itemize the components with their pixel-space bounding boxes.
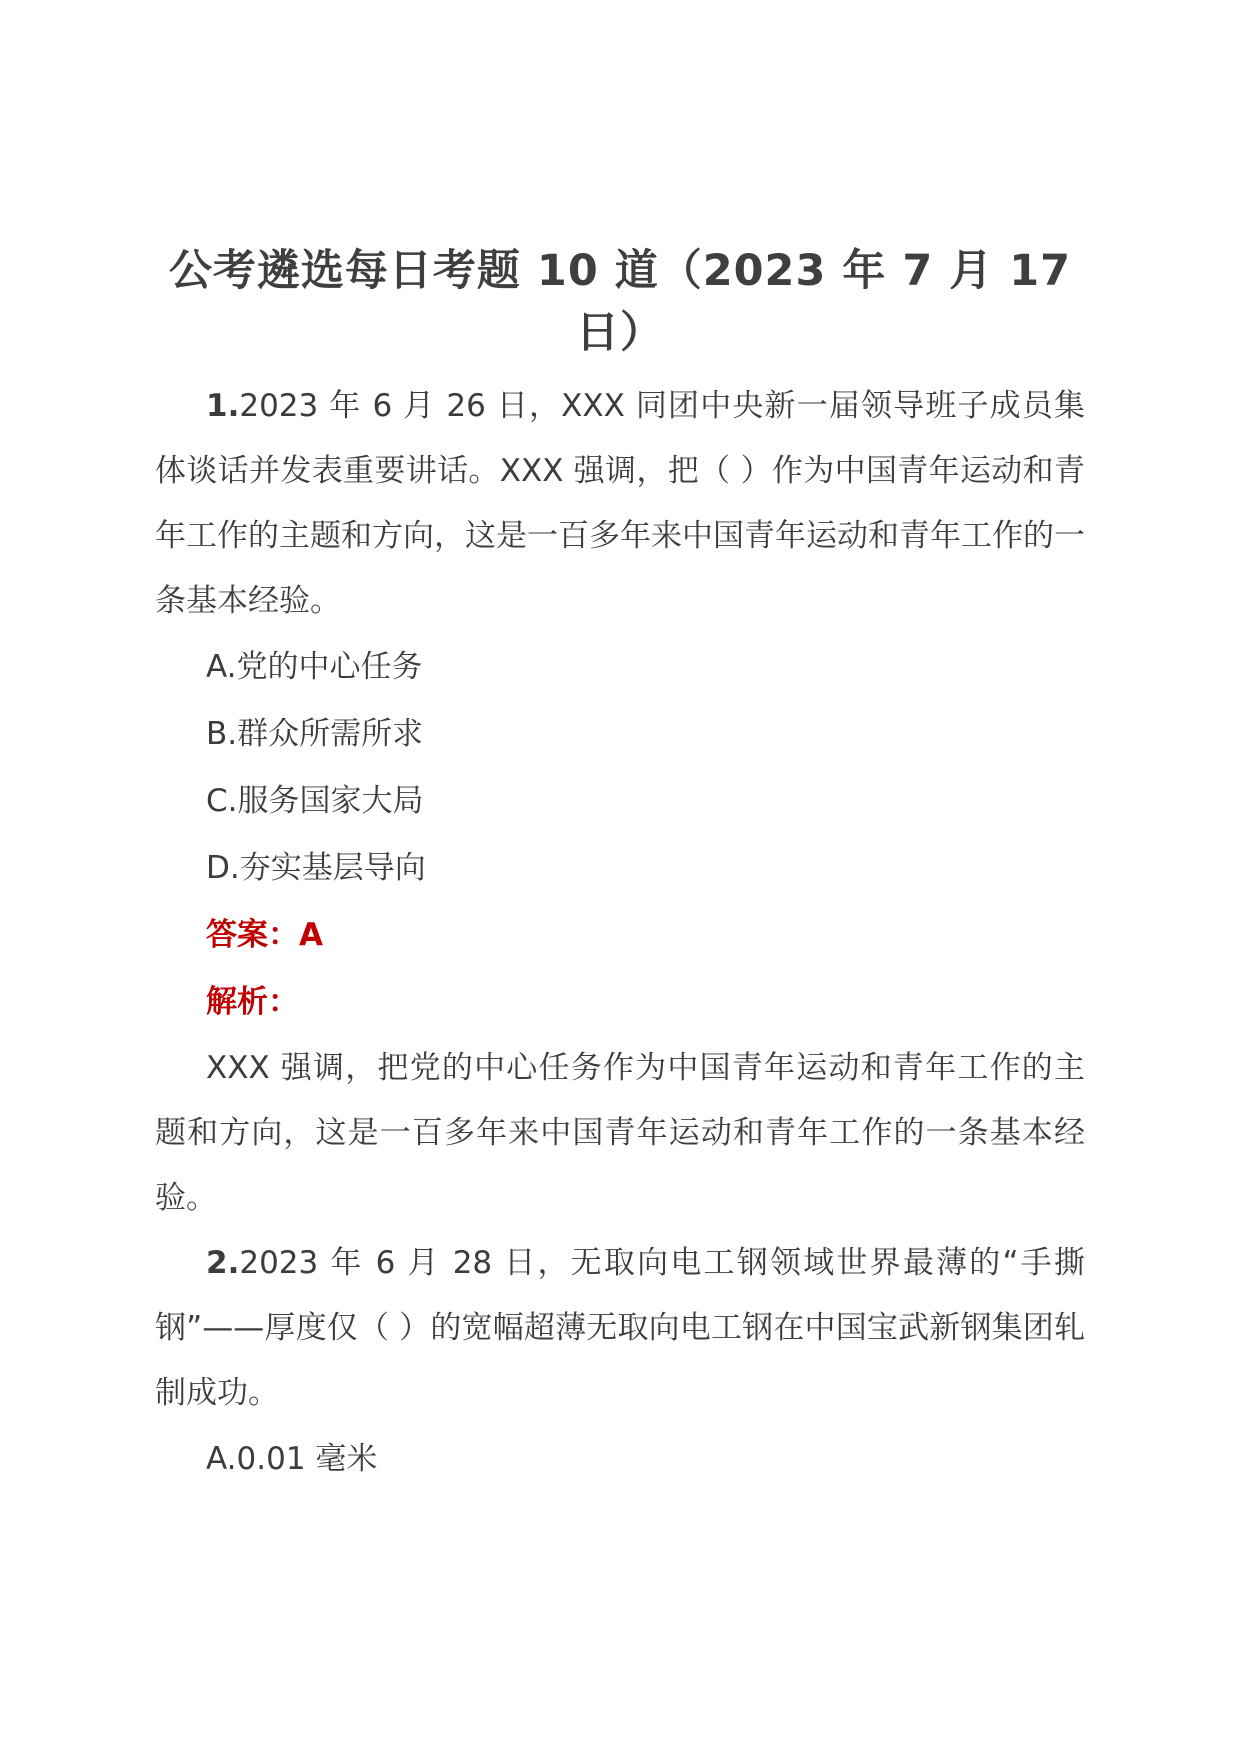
- question-1-answer: 答案：A: [206, 917, 323, 953]
- question-2-option-a: A.0.01 毫米: [206, 1441, 378, 1477]
- question-1-analysis: XXX 强调，把党的中心任务作为中国青年运动和青年工作的主题和方向，这是一百多年来中国青年运动和青年工作的一条基本经验。: [155, 1050, 1085, 1216]
- question-2-stem: [155, 1231, 1085, 1426]
- document-page: [155, 240, 1085, 1493]
- question-1-number: 1.: [206, 388, 240, 424]
- question-1-text: 2023 年 6 月 26 日，XXX 同团中央新一届领导班子成员集体谈话并发表重要讲话。XXX 强调，把（ ）作为中国青年运动和青年工作的主题和方向，这是一百多年来中国青年运动和青年工作的一条基本经验。: [155, 388, 1085, 619]
- question-1-option-a: A.党的中心任务: [206, 649, 423, 685]
- question-1-option-d: D.夯实基层导向: [206, 850, 426, 886]
- question-2-number: 2.: [206, 1245, 240, 1281]
- question-1-option-b: B.群众所需所求: [206, 716, 424, 752]
- document-title: 公考遴选每日考题 10 道（2023 年 7 月 17 日）: [168, 246, 1072, 358]
- question-1-analysis-label: 解析：: [206, 984, 299, 1020]
- question-1-option-c: C.服务国家大局: [206, 783, 424, 819]
- question-1-stem: [155, 374, 1085, 634]
- question-2-text: 2023 年 6 月 28 日，无取向电工钢领域世界最薄的“手撕钢”——厚度仅（ ）的宽幅超薄无取向电工钢在中国宝武新钢集团轧制成功。: [155, 1245, 1085, 1411]
